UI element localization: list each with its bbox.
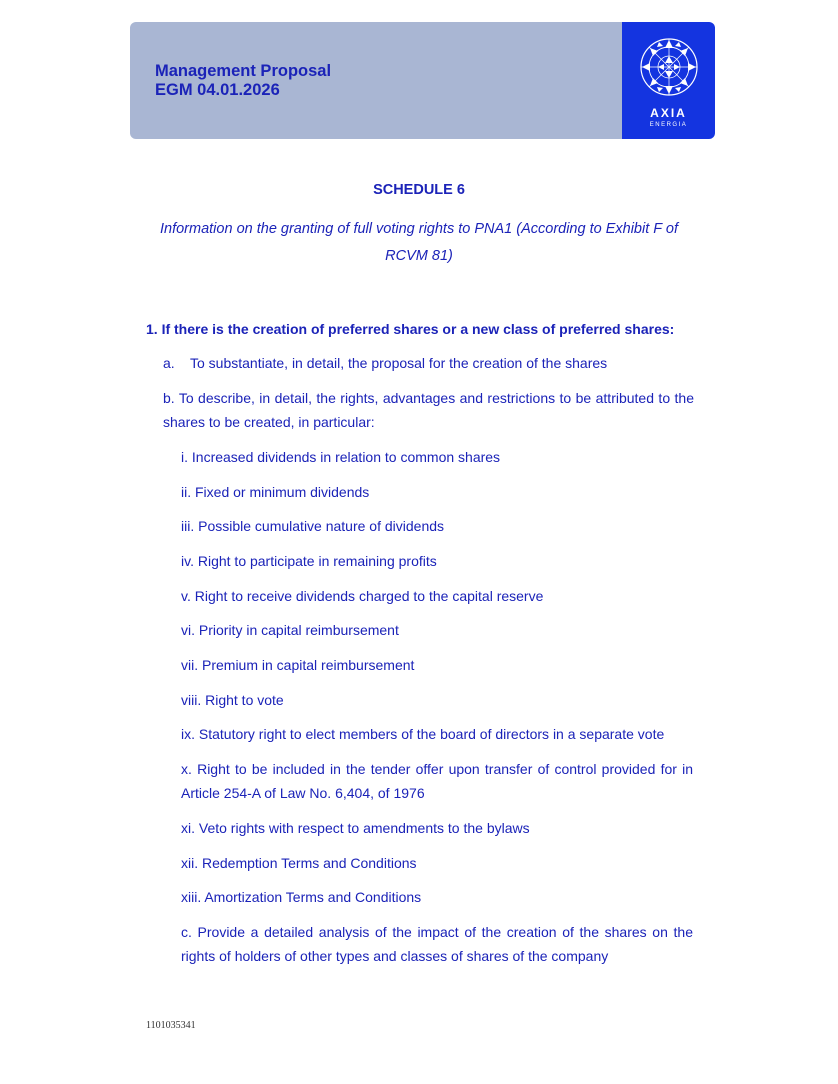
axia-logo [622,22,715,139]
globe-icon [638,36,700,98]
subitem-viii: viii. Right to vote [181,692,284,708]
subitem-ii: ii. Fixed or minimum dividends [181,484,370,500]
item-a: To substantiate, in detail, the proposal for the creation of the shares [190,355,608,371]
item-b: b. To describe, in detail, the rights, advantages and restrictions to be attributed to the shares to be created, in particular: [163,390,694,430]
section-heading: 1. If there is the creation of preferred shares or a new class of preferred shares: [146,321,675,337]
subitem-xiii: xiii. Amortization Terms and Conditions [181,889,422,905]
subitem-ix: ix. Statutory right to elect members of the board of directors in a separate vote [181,726,665,742]
subitem-x: x. Right to be included in the tender offer upon transfer of control provided for in Article 254-A of Law No. 6,404, of 1976 [181,761,693,801]
subitem-xi: xi. Veto rights with respect to amendments to the bylaws [181,820,530,836]
document-id: 1101035341 [146,1020,196,1031]
item-a-label: a. [163,355,175,371]
subitem-vii: vii. Premium in capital reimbursement [181,657,415,673]
subitem-vi: vi. Priority in capital reimbursement [181,622,399,638]
subitem-iv: iv. Right to participate in remaining profits [181,553,437,569]
subitem-v: v. Right to receive dividends charged to the capital reserve [181,588,544,604]
logo-subtitle: ENERGIA [649,122,688,128]
schedule-title: SCHEDULE 6 [373,182,465,198]
subitem-xii: xii. Redemption Terms and Conditions [181,855,417,871]
header-line-2: EGM 04.01.2026 [155,81,280,99]
header-line-1: Management Proposal [155,62,332,80]
subitem-i: i. Increased dividends in relation to common shares [181,449,501,465]
header-title [155,62,331,100]
schedule-subtitle: Information on the granting of full voting rights to PNA1 (According to Exhibit F of RCVM 81) [160,221,678,264]
subitem-iii: iii. Possible cumulative nature of dividends [181,518,445,534]
item-c: c. Provide a detailed analysis of the impact of the creation of the shares on the rights of holders of other types and classes of shares of the company [181,924,693,964]
logo-name: AXIA [650,106,687,120]
